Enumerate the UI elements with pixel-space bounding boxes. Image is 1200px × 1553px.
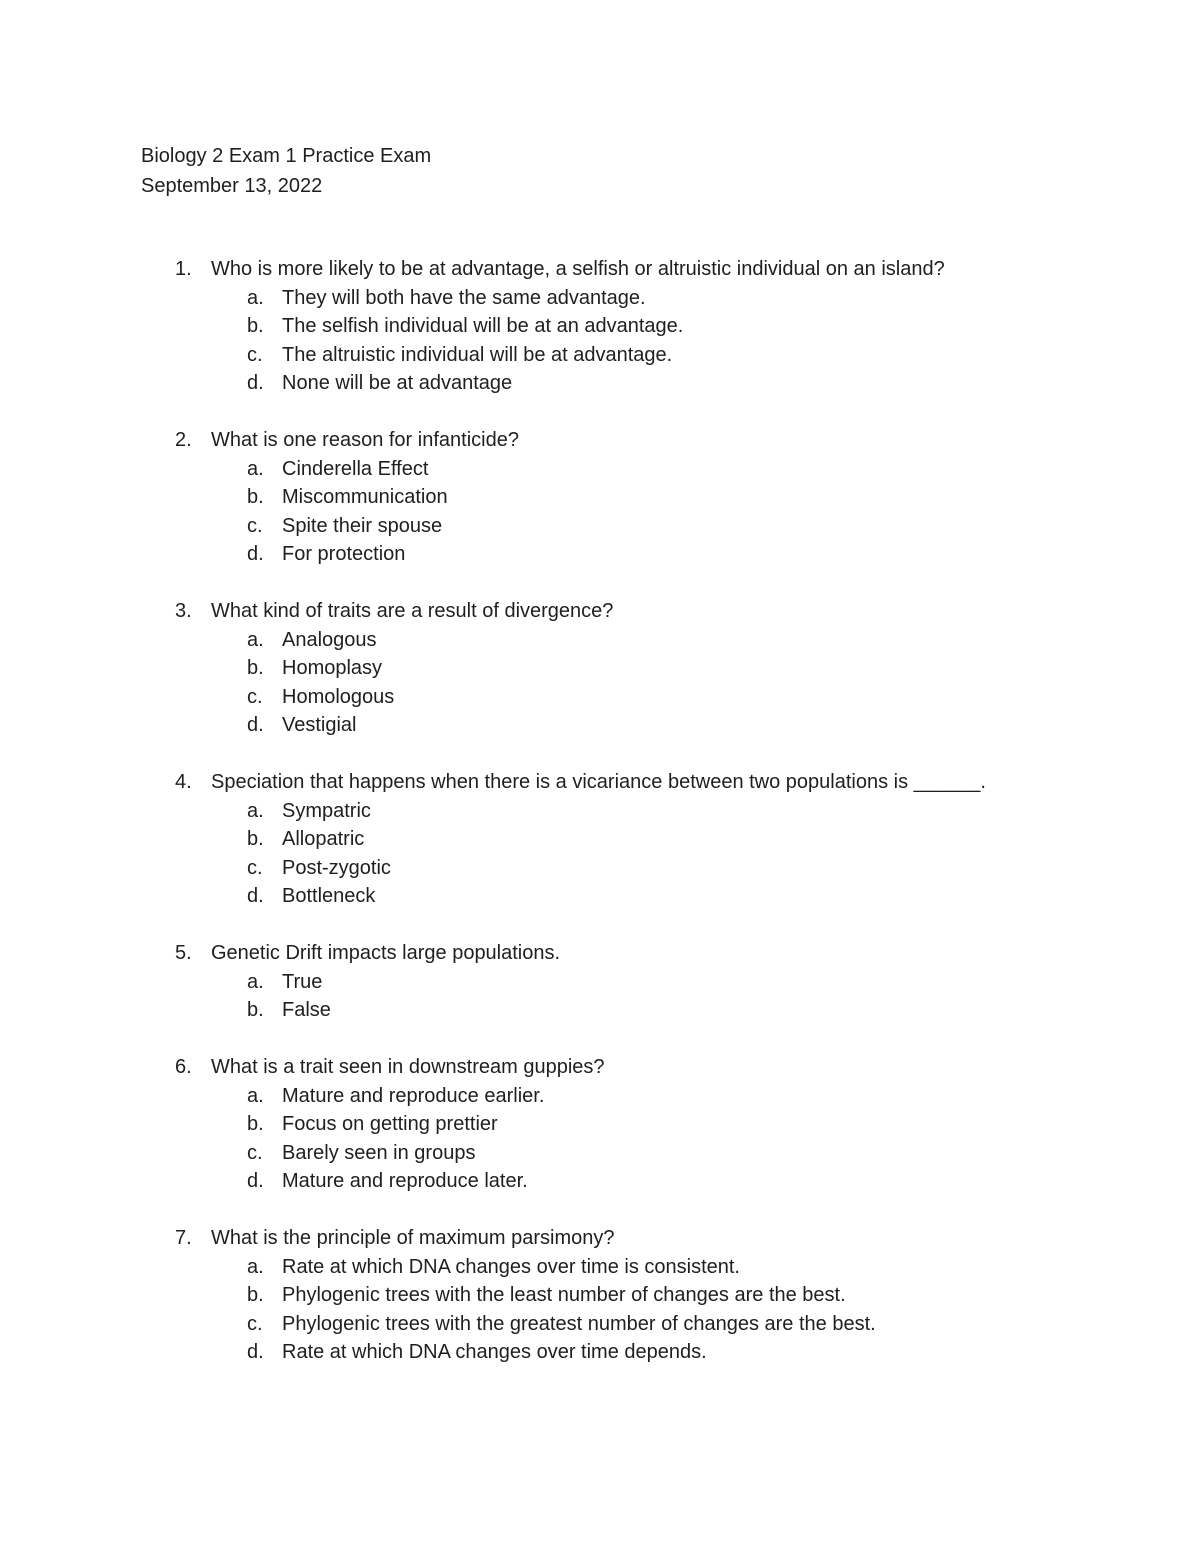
answer-options (175, 284, 995, 398)
option-text: Phylogenic trees with the greatest number of changes are the best. (282, 1312, 876, 1335)
answer-option (175, 1110, 995, 1139)
option-text: Spite their spouse (282, 514, 443, 537)
option-text: For protection (282, 543, 406, 565)
question-spacer (175, 398, 995, 427)
option-letter: b. (247, 315, 264, 337)
answer-option (175, 1253, 995, 1282)
option-letter: d. (247, 714, 264, 736)
option-text: The selfish individual will be at an advantage. (282, 315, 684, 337)
option-letter: b. (247, 828, 264, 850)
question-7 (175, 1224, 995, 1367)
answer-option (175, 626, 995, 655)
question-stem (175, 426, 995, 455)
option-text: True (282, 970, 323, 993)
option-letter: a. (247, 1255, 264, 1278)
answer-option (175, 1281, 995, 1310)
option-text: Vestigial (282, 714, 357, 736)
answer-option (175, 312, 995, 341)
answer-option (175, 654, 995, 683)
question-spacer (175, 569, 995, 598)
question-text: Genetic Drift impacts large populations. (211, 942, 561, 964)
option-letter: a. (247, 1084, 264, 1107)
question-2 (175, 426, 995, 597)
question-stem (175, 255, 995, 284)
question-3 (175, 597, 995, 768)
option-letter: c. (247, 856, 263, 879)
question-1 (175, 255, 995, 426)
option-text: False (282, 999, 331, 1021)
option-text: Homologous (282, 685, 395, 708)
option-text: Cinderella Effect (282, 457, 429, 480)
option-letter: c. (247, 1312, 263, 1335)
option-text: Barely seen in groups (282, 1141, 476, 1164)
option-letter: d. (247, 1341, 264, 1363)
answer-option (175, 1310, 995, 1339)
question-text: What is one reason for infanticide? (211, 429, 519, 451)
option-text: Rate at which DNA changes over time is consistent. (282, 1255, 740, 1278)
option-letter: d. (247, 885, 264, 907)
question-stem (175, 1224, 995, 1253)
answer-options (175, 797, 995, 911)
option-letter: c. (247, 685, 263, 708)
option-letter: d. (247, 1170, 264, 1192)
option-letter: b. (247, 1284, 264, 1306)
question-spacer (175, 740, 995, 769)
answer-option (175, 854, 995, 883)
question-text: What kind of traits are a result of divergence? (211, 600, 614, 622)
answer-option (175, 1139, 995, 1168)
question-5 (175, 939, 995, 1053)
question-stem (175, 939, 995, 968)
answer-option (175, 996, 995, 1025)
answer-option (175, 540, 995, 569)
answer-option (175, 797, 995, 826)
answer-option (175, 512, 995, 541)
document-header (141, 141, 431, 201)
question-stem (175, 597, 995, 626)
answer-options (175, 1082, 995, 1196)
option-letter: d. (247, 543, 264, 565)
answer-option (175, 825, 995, 854)
question-list (175, 255, 995, 1367)
option-letter: b. (247, 999, 264, 1021)
option-text: Homoplasy (282, 657, 383, 679)
question-number: 1. (175, 258, 192, 280)
document-title: Biology 2 Exam 1 Practice Exam (141, 145, 432, 167)
option-letter: b. (247, 657, 264, 679)
answer-option (175, 1167, 995, 1196)
answer-option (175, 341, 995, 370)
answer-options (175, 455, 995, 569)
question-number: 7. (175, 1227, 192, 1249)
question-number: 5. (175, 942, 192, 964)
question-text: Speciation that happens when there is a vicariance between two populations is ______. (211, 771, 986, 793)
option-text: Sympatric (282, 799, 371, 822)
answer-options (175, 968, 995, 1025)
answer-options (175, 1253, 995, 1367)
answer-option (175, 455, 995, 484)
answer-option (175, 711, 995, 740)
option-text: The altruistic individual will be at advantage. (282, 343, 673, 366)
option-text: Phylogenic trees with the least number of changes are the best. (282, 1284, 846, 1306)
option-letter: a. (247, 457, 264, 480)
option-text: Allopatric (282, 828, 365, 850)
option-text: Mature and reproduce earlier. (282, 1084, 545, 1107)
option-text: Miscommunication (282, 486, 448, 508)
question-spacer (175, 1025, 995, 1054)
question-number: 2. (175, 429, 192, 451)
answer-options (175, 626, 995, 740)
option-text: Mature and reproduce later. (282, 1170, 528, 1192)
option-letter: c. (247, 1141, 263, 1164)
question-spacer (175, 1196, 995, 1225)
answer-option (175, 683, 995, 712)
option-letter: b. (247, 1113, 264, 1135)
option-text: None will be at advantage (282, 372, 513, 394)
option-letter: b. (247, 486, 264, 508)
option-text: Post-zygotic (282, 856, 391, 879)
question-6 (175, 1053, 995, 1224)
answer-option (175, 882, 995, 911)
option-text: Rate at which DNA changes over time depends. (282, 1341, 707, 1363)
option-text: Focus on getting prettier (282, 1113, 498, 1135)
document-date: September 13, 2022 (141, 175, 323, 197)
option-letter: c. (247, 343, 263, 366)
option-letter: c. (247, 514, 263, 537)
option-text: They will both have the same advantage. (282, 286, 646, 309)
question-number: 6. (175, 1056, 192, 1078)
question-text: What is a trait seen in downstream guppies? (211, 1056, 605, 1078)
question-stem (175, 1053, 995, 1082)
answer-option (175, 483, 995, 512)
question-4 (175, 768, 995, 939)
question-spacer (175, 911, 995, 940)
answer-option (175, 1338, 995, 1367)
question-number: 3. (175, 600, 192, 622)
option-letter: a. (247, 286, 264, 309)
question-text: What is the principle of maximum parsimony? (211, 1227, 615, 1249)
answer-option (175, 1082, 995, 1111)
option-letter: a. (247, 628, 264, 651)
question-stem (175, 768, 995, 797)
option-letter: d. (247, 372, 264, 394)
option-letter: a. (247, 799, 264, 822)
answer-option (175, 284, 995, 313)
answer-option (175, 369, 995, 398)
answer-option (175, 968, 995, 997)
option-letter: a. (247, 970, 264, 993)
question-number: 4. (175, 771, 192, 793)
question-text: Who is more likely to be at advantage, a selfish or altruistic individual on an island? (211, 258, 945, 280)
option-text: Bottleneck (282, 885, 376, 907)
option-text: Analogous (282, 628, 377, 651)
